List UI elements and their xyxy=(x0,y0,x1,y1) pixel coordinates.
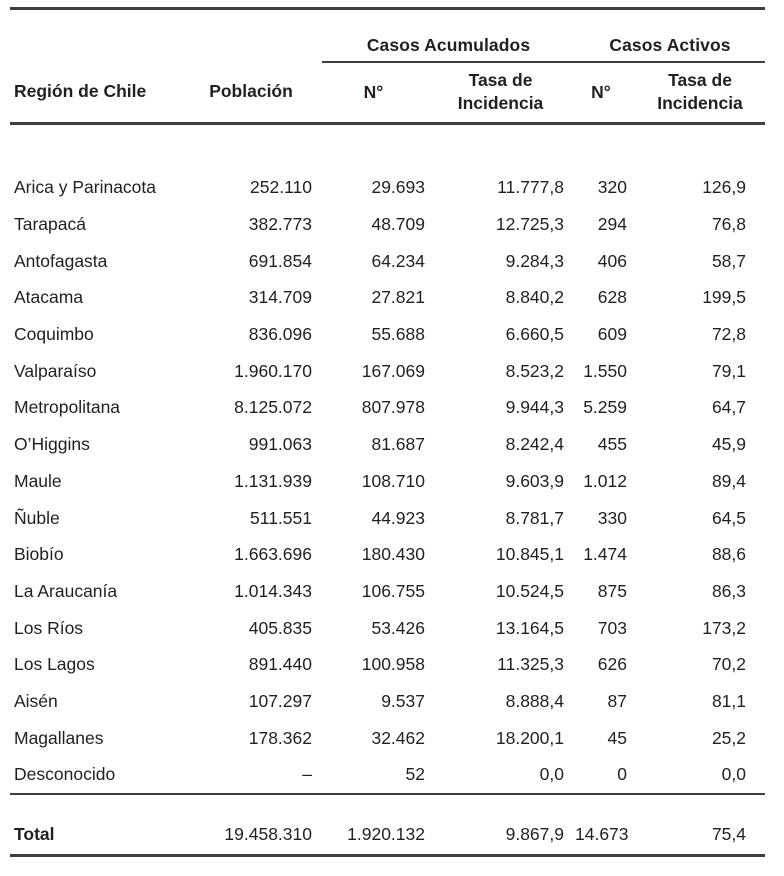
column-header-activos-numero: N° xyxy=(591,81,611,102)
cell-poblacion: 1.663.696 xyxy=(234,544,312,565)
cell-activos-tasa: 0,0 xyxy=(721,764,746,785)
cell-activos-numero: 406 xyxy=(597,250,627,271)
table-row xyxy=(10,573,765,610)
cell-acumulados-numero: 100.958 xyxy=(361,654,425,675)
cell-activos-numero: 320 xyxy=(597,177,627,198)
column-header-acumulados-tasa-line1: Tasa de xyxy=(468,70,533,91)
cell-acumulados-numero: 9.537 xyxy=(381,690,425,711)
table-row xyxy=(10,280,765,317)
cell-activos-numero: 330 xyxy=(597,507,627,528)
header-spacer-row xyxy=(10,145,765,170)
table-row-total xyxy=(10,815,765,856)
cell-acumulados-numero: 106.755 xyxy=(361,580,425,601)
cell-region: Coquimbo xyxy=(14,324,94,345)
column-header-acumulados-tasa xyxy=(437,62,575,124)
cell-activos-numero: 609 xyxy=(597,324,627,345)
cell-activos-tasa: 173,2 xyxy=(702,617,746,638)
cell-acumulados-tasa: 13.164,5 xyxy=(495,617,564,638)
cell-activos-numero: 87 xyxy=(607,690,627,711)
cell-region: Atacama xyxy=(14,287,84,308)
cell-poblacion: 405.835 xyxy=(248,617,312,638)
cell-activos-tasa: 70,2 xyxy=(711,654,746,675)
table-row xyxy=(10,427,765,464)
cell-region: La Araucanía xyxy=(14,580,118,601)
cell-acumulados-tasa: 6.660,5 xyxy=(505,324,564,345)
cell-acumulados-tasa: 8.242,4 xyxy=(505,434,564,455)
total-poblacion: 19.458.310 xyxy=(224,823,312,844)
cell-acumulados-numero: 29.693 xyxy=(371,177,425,198)
group-header-blank xyxy=(10,29,322,62)
cell-activos-tasa: 58,7 xyxy=(711,250,746,271)
column-header-row xyxy=(10,62,765,124)
cell-region: Biobío xyxy=(14,544,64,565)
cell-activos-tasa: 79,1 xyxy=(711,360,746,381)
cell-acumulados-tasa: 11.325,3 xyxy=(497,654,564,675)
table-row xyxy=(10,243,765,280)
cell-region: O’Higgins xyxy=(14,434,90,455)
cell-poblacion: 178.362 xyxy=(248,727,312,748)
cell-acumulados-tasa: 8.840,2 xyxy=(505,287,564,308)
cell-poblacion: 314.709 xyxy=(248,287,312,308)
cell-activos-tasa: 199,5 xyxy=(702,287,746,308)
cell-poblacion: 382.773 xyxy=(248,214,312,235)
cell-poblacion: 511.551 xyxy=(250,507,312,528)
column-header-acumulados-numero: N° xyxy=(363,81,384,102)
cell-acumulados-tasa: 9.944,3 xyxy=(505,397,564,418)
group-header-row xyxy=(10,29,765,62)
total-acumulados-tasa: 9.867,9 xyxy=(505,823,564,844)
group-header-casos-activos: Casos Activos xyxy=(575,29,765,62)
total-acumulados-numero: 1.920.132 xyxy=(347,823,425,844)
cell-activos-numero: 0 xyxy=(617,764,627,785)
cell-activos-tasa: 64,7 xyxy=(711,397,746,418)
cell-acumulados-numero: 807.978 xyxy=(361,397,425,418)
column-header-poblacion: Población xyxy=(209,81,293,102)
cell-activos-tasa: 86,3 xyxy=(711,580,746,601)
cell-poblacion: 107.297 xyxy=(248,690,312,711)
cell-activos-tasa: 126,9 xyxy=(702,177,746,198)
cell-acumulados-numero: 53.426 xyxy=(371,617,425,638)
table-row xyxy=(10,500,765,537)
top-rule-row xyxy=(10,9,765,30)
cell-poblacion: 252.110 xyxy=(250,177,312,198)
cell-acumulados-tasa: 18.200,1 xyxy=(495,727,564,748)
cell-acumulados-numero: 55.688 xyxy=(371,324,425,345)
cell-poblacion: 836.096 xyxy=(248,324,312,345)
table-row xyxy=(10,683,765,720)
rule-header xyxy=(10,124,765,145)
cell-activos-numero: 1.012 xyxy=(583,470,627,491)
cell-acumulados-tasa: 10.845,1 xyxy=(495,544,564,565)
cell-acumulados-tasa: 0,0 xyxy=(539,764,564,785)
cell-region: Los Lagos xyxy=(14,654,95,675)
column-header-acumulados-tasa-line2: Incidencia xyxy=(457,93,544,114)
cell-acumulados-tasa: 8.523,2 xyxy=(505,360,564,381)
cell-poblacion: 1.131.939 xyxy=(234,470,312,491)
cell-acumulados-numero: 167.069 xyxy=(361,360,425,381)
table-row xyxy=(10,390,765,427)
cell-acumulados-numero: 64.234 xyxy=(371,250,425,271)
cell-activos-numero: 628 xyxy=(597,287,627,308)
cell-poblacion: 1.960.170 xyxy=(234,360,312,381)
table-row xyxy=(10,757,765,795)
cell-acumulados-tasa: 9.603,9 xyxy=(505,470,564,491)
cell-poblacion: 8.125.072 xyxy=(234,397,312,418)
cell-activos-numero: 45 xyxy=(607,727,627,748)
cell-acumulados-tasa: 11.777,8 xyxy=(497,177,564,198)
table-body xyxy=(10,170,765,795)
table-row xyxy=(10,720,765,757)
total-label: Total xyxy=(14,823,55,844)
cell-activos-tasa: 64,5 xyxy=(711,507,746,528)
cell-activos-tasa: 25,2 xyxy=(711,727,746,748)
cell-activos-numero: 875 xyxy=(597,580,627,601)
rule-top xyxy=(10,9,765,30)
cell-activos-tasa: 88,6 xyxy=(711,544,746,565)
table-row xyxy=(10,610,765,647)
cell-acumulados-numero: 52 xyxy=(405,764,425,785)
cell-acumulados-tasa: 10.524,5 xyxy=(495,580,564,601)
table-row xyxy=(10,353,765,390)
header-rule-row xyxy=(10,124,765,145)
cell-region: Antofagasta xyxy=(14,250,108,271)
column-header-activos-tasa-line1: Tasa de xyxy=(668,70,732,91)
cell-acumulados-numero: 180.430 xyxy=(361,544,425,565)
cell-poblacion: 1.014.343 xyxy=(234,580,312,601)
table-row xyxy=(10,463,765,500)
cell-activos-numero: 294 xyxy=(597,214,627,235)
table-row xyxy=(10,317,765,354)
cell-region: Los Ríos xyxy=(14,617,84,638)
cell-region: Aisén xyxy=(14,690,58,711)
cell-region: Valparaíso xyxy=(14,360,97,381)
cell-activos-numero: 1.474 xyxy=(583,544,627,565)
cell-region: Maule xyxy=(14,470,62,491)
group-header-casos-acumulados: Casos Acumulados xyxy=(322,29,575,62)
total-activos-tasa: 75,4 xyxy=(711,823,746,844)
column-header-activos-tasa-line2: Incidencia xyxy=(657,93,743,114)
cell-activos-tasa: 81,1 xyxy=(711,690,746,711)
cell-activos-tasa: 45,9 xyxy=(711,434,746,455)
cell-region: Tarapacá xyxy=(14,214,86,235)
cell-activos-tasa: 89,4 xyxy=(711,470,746,491)
cell-region: Ñuble xyxy=(14,507,60,528)
cell-acumulados-tasa: 9.284,3 xyxy=(505,250,564,271)
cell-poblacion: 891.440 xyxy=(248,654,312,675)
table-row xyxy=(10,170,765,207)
cell-acumulados-numero: 48.709 xyxy=(371,214,425,235)
cell-poblacion: 691.854 xyxy=(248,250,312,271)
table-header xyxy=(10,9,765,170)
cell-activos-numero: 1.550 xyxy=(583,360,627,381)
cell-region: Desconocido xyxy=(14,764,116,785)
cell-acumulados-tasa: 12.725,3 xyxy=(495,214,564,235)
total-activos-numero: 14.673 xyxy=(575,823,629,844)
rule-bottom-body xyxy=(10,794,765,814)
rule-bottom xyxy=(10,856,765,876)
cell-activos-tasa: 76,8 xyxy=(711,214,746,235)
cell-activos-numero: 626 xyxy=(597,654,627,675)
table-footer xyxy=(10,794,765,876)
cell-acumulados-numero: 27.821 xyxy=(371,287,425,308)
table-row xyxy=(10,537,765,574)
table-row xyxy=(10,647,765,684)
cell-region: Arica y Parinacota xyxy=(14,177,157,198)
covid-regions-table xyxy=(10,7,765,876)
cell-acumulados-tasa: 8.888,4 xyxy=(505,690,564,711)
cell-activos-numero: 703 xyxy=(597,617,627,638)
table-row xyxy=(10,206,765,243)
cell-activos-numero: 5.259 xyxy=(583,397,627,418)
cell-poblacion: 991.063 xyxy=(248,434,312,455)
header-spacer xyxy=(10,145,765,170)
cell-acumulados-numero: 32.462 xyxy=(371,727,425,748)
cell-region: Metropolitana xyxy=(14,397,121,418)
bottom-rule-row xyxy=(10,856,765,876)
table-container xyxy=(0,7,784,844)
cell-activos-tasa: 72,8 xyxy=(711,324,746,345)
cell-activos-numero: 455 xyxy=(597,434,627,455)
cell-acumulados-numero: 108.710 xyxy=(361,470,425,491)
column-header-region: Región de Chile xyxy=(14,81,147,102)
cell-region: Magallanes xyxy=(14,727,104,748)
cell-poblacion: – xyxy=(302,764,312,785)
column-header-activos-tasa xyxy=(635,62,765,124)
body-bottom-rule-row xyxy=(10,794,765,814)
cell-acumulados-numero: 44.923 xyxy=(371,507,425,528)
cell-acumulados-tasa: 8.781,7 xyxy=(505,507,564,528)
cell-acumulados-numero: 81.687 xyxy=(371,434,425,455)
